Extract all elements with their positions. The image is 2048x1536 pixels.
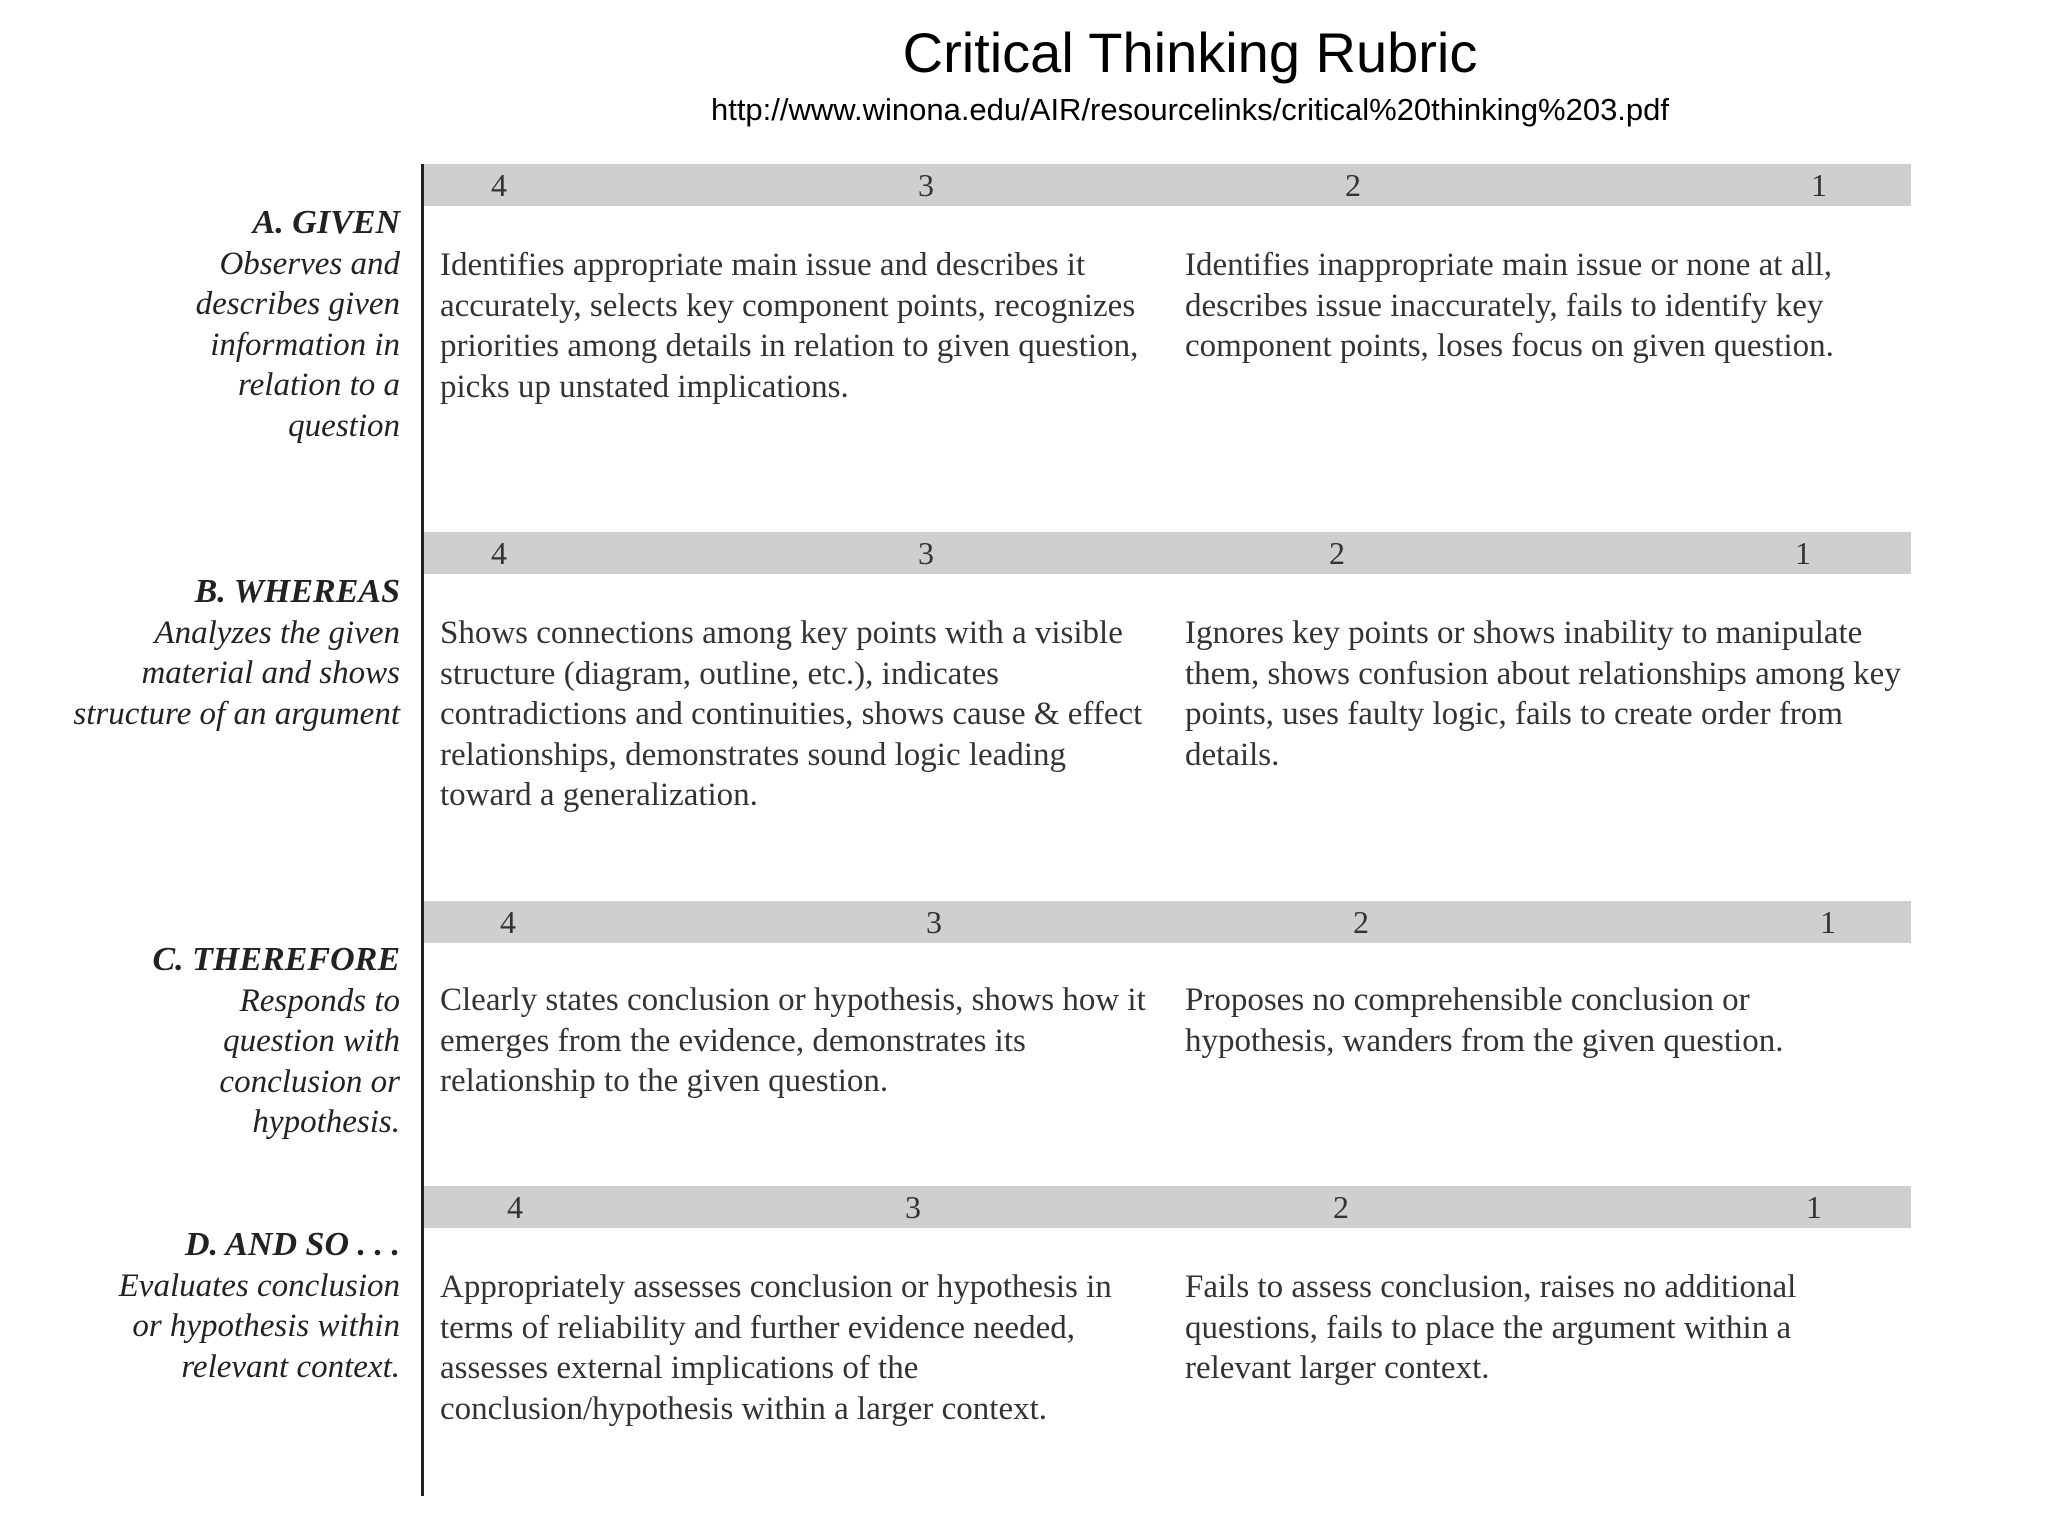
score-label: 1 <box>1820 904 1836 940</box>
low-score-description: Identifies inappropriate main issue or none at all, describes issue inaccurately, fails to identify key component points, loses focus on given question. <box>1185 247 1834 364</box>
score-bar <box>424 901 1911 943</box>
score-label: 3 <box>926 904 942 940</box>
score-label: 2 <box>1333 1189 1349 1225</box>
high-score-description: Clearly states conclusion or hypothesis, shows how it emerges from the evidence, demonstrates its relationship to the given question. <box>440 982 1146 1099</box>
score-label: 1 <box>1811 167 1827 203</box>
criterion-label <box>0 940 400 1143</box>
source-url: http://www.winona.edu/AIR/resourcelinks/critical%20thinking%203.pdf <box>710 92 1670 127</box>
score-label: 3 <box>918 167 934 203</box>
score-bar <box>424 532 1911 574</box>
score-label: 3 <box>905 1189 921 1225</box>
score-label: 2 <box>1329 535 1345 571</box>
low-score-description: Fails to assess conclusion, raises no additional questions, fails to place the argument within a relevant larger context. <box>1185 1269 1797 1386</box>
score-label: 1 <box>1795 535 1811 571</box>
criterion-description: Responds to question with conclusion or hypothesis. <box>219 982 400 1140</box>
criterion-label <box>0 203 400 446</box>
criterion-label <box>0 1225 400 1387</box>
high-score-description: Appropriately assesses conclusion or hypothesis in terms of reliability and further evidence needed, assesses external implications of the conclusion/hypothesis within a larger context. <box>440 1269 1112 1427</box>
high-score-description: Shows connections among key points with a visible structure (diagram, outline, etc.), indicates contradictions and continuities, shows cause & effect relationships, demonstrates sound logic leading toward a generalization. <box>440 615 1143 813</box>
score-bar <box>424 164 1911 206</box>
score-label: 4 <box>500 904 516 940</box>
score-bar <box>424 1186 1911 1228</box>
score-label: 4 <box>491 167 507 203</box>
criterion-title: A. GIVEN <box>252 204 400 241</box>
rubric-divider-line <box>421 164 424 1496</box>
criterion-title: B. WHEREAS <box>194 573 400 610</box>
page-title: Critical Thinking Rubric <box>902 21 1478 84</box>
criterion-description: Observes and describes given information in relation to a question <box>195 245 400 444</box>
score-label: 2 <box>1353 904 1369 940</box>
criterion-description: Analyzes the given material and shows structure of an argument <box>73 614 400 732</box>
criterion-title: D. AND SO . . . <box>184 1226 400 1263</box>
criterion-label <box>0 572 400 734</box>
score-label: 4 <box>491 535 507 571</box>
low-score-description: Proposes no comprehensible conclusion or hypothesis, wanders from the given question. <box>1185 982 1784 1059</box>
score-label: 3 <box>918 535 934 571</box>
criterion-title: C. THEREFORE <box>152 941 400 978</box>
score-label: 1 <box>1806 1189 1822 1225</box>
score-label: 2 <box>1345 167 1361 203</box>
score-label: 4 <box>507 1189 523 1225</box>
low-score-description: Ignores key points or shows inability to manipulate them, shows confusion about relationships among key points, uses faulty logic, fails to create order from details. <box>1185 615 1901 773</box>
high-score-description: Identifies appropriate main issue and describes it accurately, selects key component points, recognizes priorities among details in relation to given question, picks up unstated implications. <box>440 247 1139 405</box>
criterion-description: Evaluates conclusion or hypothesis within relevant context. <box>118 1267 400 1385</box>
